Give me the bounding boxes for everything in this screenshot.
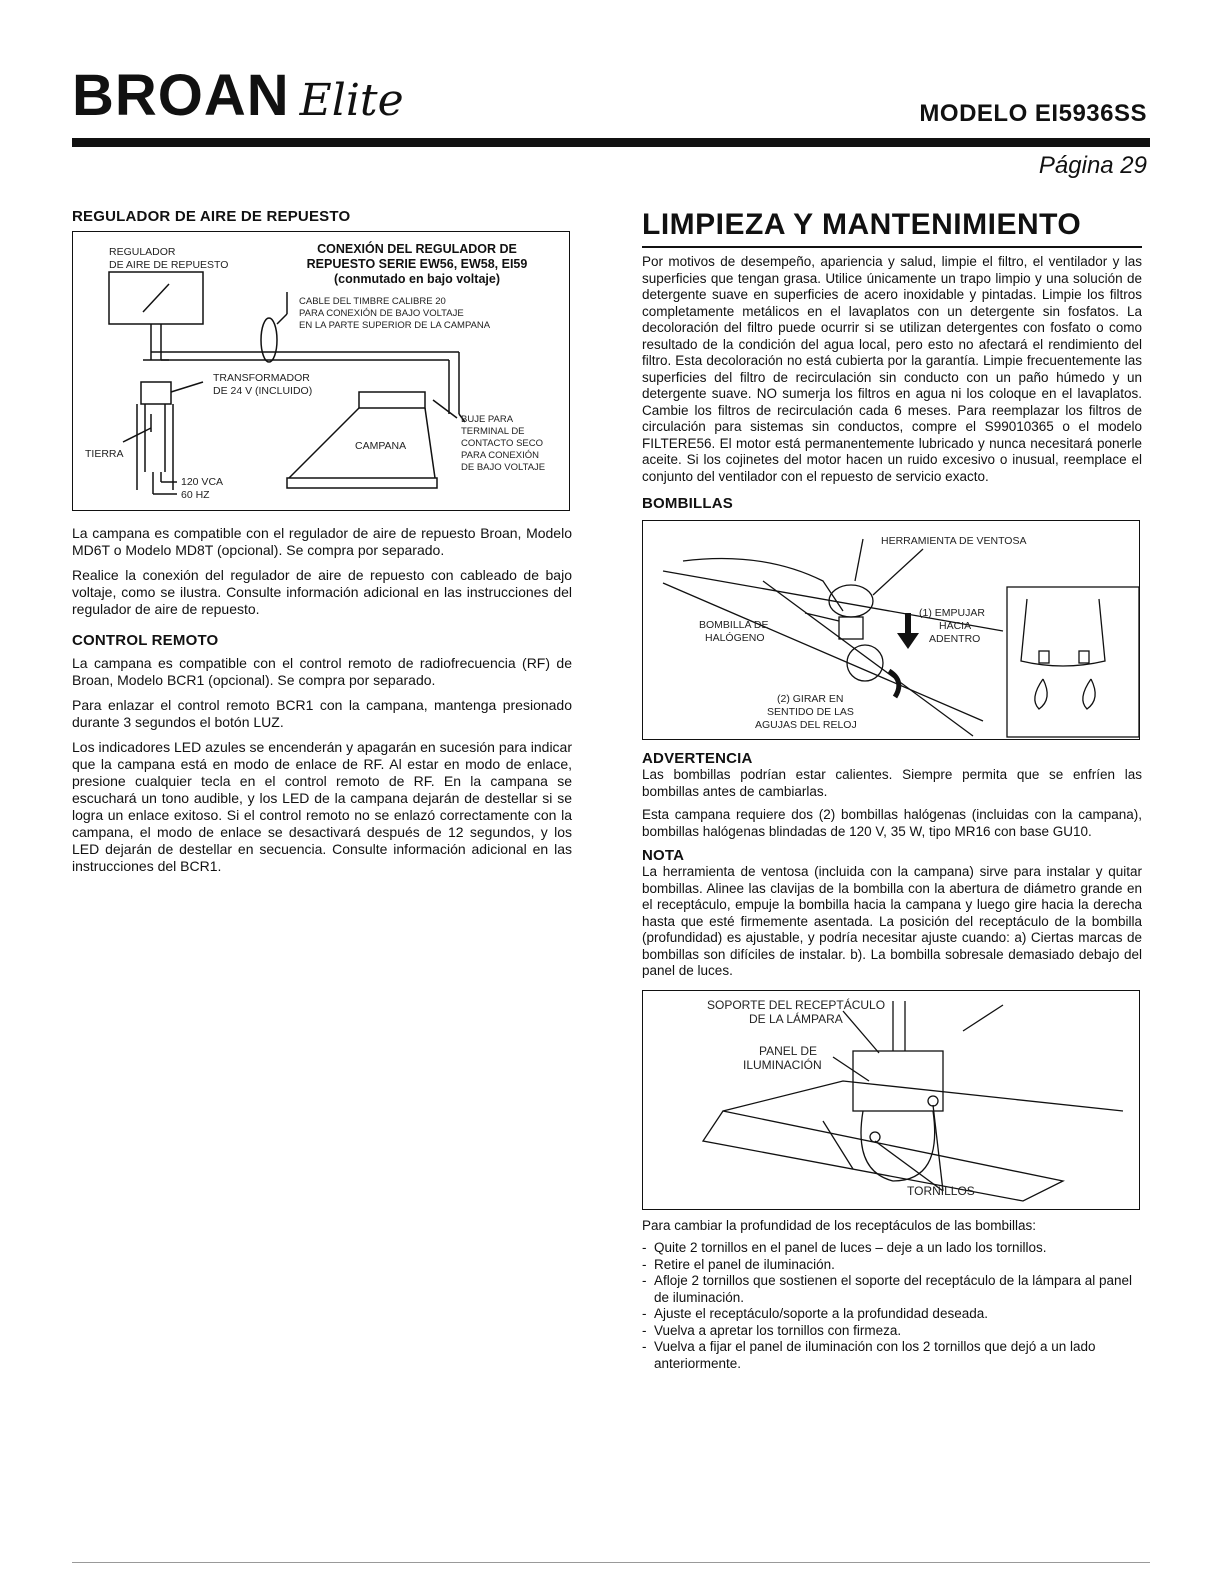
brand-logo xyxy=(72,62,492,132)
bulb-replacement-figure xyxy=(642,520,1140,740)
diagram-title-3: (conmutado en bajo voltaje) xyxy=(334,272,500,286)
support-label-2: DE LA LÁMPARA xyxy=(749,1011,843,1026)
page-number: Página 29 xyxy=(1038,152,1147,179)
brand-script: Elite xyxy=(299,75,404,126)
bulb-spec-paragraph: Esta campana requiere dos (2) bombillas halógenas (incluidas con la campana), bombillas halógenas blindadas de 120 V, 35 W, tipo MR16 con base GU10. xyxy=(642,807,1142,839)
footer-rule xyxy=(72,1562,1150,1563)
bushing-label-5: DE BAJO VOLTAJE xyxy=(461,462,546,473)
bushing-label-2: TERMINAL DE xyxy=(461,426,525,437)
remote-compat-paragraph: La campana es compatible con el control remoto de radiofrecuencia (RF) de Broan, Modelo BCR1 (opcional). Se compra por separado. xyxy=(72,655,572,688)
screws-label: TORNILLOS xyxy=(907,1183,975,1198)
tool-label: HERRAMIENTA DE VENTOSA xyxy=(881,535,1027,547)
cable-label-2: PARA CONEXIÓN DE BAJO VOLTAJE xyxy=(299,308,464,319)
makeup-air-title: REGULADOR DE AIRE DE REPUESTO xyxy=(72,208,351,225)
model-number: MODELO EI5936SS xyxy=(919,100,1147,127)
push-label-1: (1) EMPUJAR xyxy=(919,607,985,619)
push-label-3: ADENTRO xyxy=(929,633,981,645)
cable-label-1: CABLE DEL TIMBRE CALIBRE 20 xyxy=(299,296,446,307)
frequency-label: 60 HZ xyxy=(181,489,210,501)
makeup-air-diagram xyxy=(72,231,570,511)
voltage-label: 120 VCA xyxy=(181,476,224,488)
turn-label-1: (2) GIRAR EN xyxy=(777,693,844,705)
left-column xyxy=(72,208,572,883)
list-item: - Afloje 2 tornillos que sostienen el soporte del receptáculo de la lámpara al panel de iluminación. xyxy=(642,1273,1142,1306)
socket-drawing xyxy=(643,991,1139,1209)
remote-link-paragraph: Para enlazar el control remoto BCR1 con la campana, mantenga presionado durante 3 segundos el botón LUZ. xyxy=(72,697,572,730)
ground-label: TIERRA xyxy=(85,448,124,460)
panel-label-1: PANEL DE xyxy=(759,1043,818,1058)
bushing-label-4: PARA CONEXIÓN xyxy=(461,450,539,461)
bulbs-title: BOMBILLAS xyxy=(642,495,733,512)
connection-paragraph: Realice la conexión del regulador de aire de repuesto con cableado de bajo voltaje, como se ilustra. Consulte información adicional en las instrucciones del regulador de aire de repuesto. xyxy=(72,567,572,617)
warning-text: Las bombillas podrían estar calientes. Siempre permita que se enfríen las bombillas antes de cambiarlas. xyxy=(642,767,1142,799)
turn-label-2: SENTIDO DE LAS xyxy=(767,706,854,718)
support-label-1: SOPORTE DEL RECEPTÁCULO xyxy=(707,997,886,1012)
cleaning-title: LIMPIEZA Y MANTENIMIENTO xyxy=(642,208,1082,241)
turn-label-3: AGUJAS DEL RELOJ xyxy=(755,719,857,731)
bulb-label-2: HALÓGENO xyxy=(705,632,765,644)
list-item: - Vuelva a fijar el panel de iluminación con los 2 tornillos que dejó a un lado anteriormente. xyxy=(642,1339,1142,1372)
steps-intro: Para cambiar la profundidad de los receptáculos de las bombillas: xyxy=(642,1217,1036,1233)
hood-label: CAMPANA xyxy=(355,440,407,452)
compat-paragraph: La campana es compatible con el regulador de aire de repuesto Broan, Modelo MD6T o Modelo MD8T (opcional). Se compra por separado. xyxy=(72,525,572,558)
remote-control-title: CONTROL REMOTO xyxy=(72,632,219,649)
regulator-label-2: DE AIRE DE REPUESTO xyxy=(109,259,229,271)
socket-adjust-figure xyxy=(642,990,1140,1210)
diagram-title-2: REPUESTO SERIE EW56, EW58, EI59 xyxy=(306,257,528,271)
header-rule xyxy=(72,138,1150,147)
brand-name: BROAN xyxy=(72,63,290,128)
title-rule xyxy=(642,246,1142,248)
list-item: - Ajuste el receptáculo/soporte a la profundidad deseada. xyxy=(642,1306,1142,1323)
cleaning-paragraph: Por motivos de desempeño, apariencia y salud, limpie el filtro, el ventilador y las superficies que tengan grasa. Utilice únicamente un trapo limpio y una solución de detergente suave en superficies de acero inoxidable y pintadas. Limpie los filtros completamente metálicos en el lavaplatos con un detergente sin fosfatos. La decoloración del filtro puede ocurrir si se utilizan detergentes con fosfato o como resultado de la condición del agua local, pero esto no afectará el rendimiento del filtro. Esta decoloración no está cubierta por la garantía. Limpie frecuentemente las superficies del filtro de recirculación sin conducto con un paño húmedo y un detergente suave. NO sumerja los filtros en agua ni los coloque en el lavaplatos. Cambie los filtros de recirculación cada 6 meses. Para reemplazar los filtros de circulación para sistemas sin conductos, compre el S99010365 o el modelo FILTERE56. El motor está permanentemente lubricado y nunca necesitará ponerle aceite. Si los cojinetes del motor hacen un ruido excesivo o inusual, reemplace el conjunto del ventilador con el repuesto de servicio exacto. xyxy=(642,254,1142,484)
list-item: - Vuelva a apretar los tornillos con firmeza. xyxy=(642,1323,1142,1340)
transformer-label-2: DE 24 V (INCLUIDO) xyxy=(213,385,313,397)
bushing-label-3: CONTACTO SECO xyxy=(461,438,543,449)
note-title: NOTA xyxy=(642,847,685,864)
note-text: La herramienta de ventosa (incluida con la campana) sirve para instalar y quitar bombillas. Alinee las clavijas de la bombilla con la abertura de diámetro grande en el receptáculo, empuje la bombilla hacia la campana y luego gire hacia la derecha hasta que esté firmemente asentada. La posición del receptáculo de la bombilla (profundidad) es ajustable, y podría necesitar ajuste cuando: a) Ciertas marcas de bombillas son difíciles de instalar. b). La bombilla sobresale demasiado debajo del panel de luces. xyxy=(642,864,1142,978)
bushing-label-1: BUJE PARA xyxy=(461,414,514,425)
transformer-label-1: TRANSFORMADOR xyxy=(213,372,310,384)
led-paragraph: Los indicadores LED azules se encenderán y apagarán en sucesión para indicar que la campana está en modo de enlace de RF. Al estar en modo de enlace, presione cualquier tecla en el control remoto de RF. En la campana se escuchará un tono audible, y los LED de la campana dejarán de destellar si se logra un enlace exitoso. Si el control remoto no se enlazó correctamente con la campana, el modo de enlace se desactivará después de 12 segundos, y los LED dejarán de destellar en secuencia. Consulte información adicional en las instrucciones del BCR1. xyxy=(72,739,572,874)
cable-label-3: EN LA PARTE SUPERIOR DE LA CAMPANA xyxy=(299,320,491,331)
diagram-title-1: CONEXIÓN DEL REGULADOR DE xyxy=(317,242,517,256)
warning-title: ADVERTENCIA xyxy=(642,750,753,767)
list-item: - Retire el panel de iluminación. xyxy=(642,1257,1142,1274)
right-column xyxy=(642,208,1142,1372)
push-label-2: HACIA xyxy=(939,620,972,632)
list-item: - Quite 2 tornillos en el panel de luces – deje a un lado los tornillos. xyxy=(642,1240,1142,1257)
steps-list xyxy=(642,1240,1142,1372)
panel-label-2: ILUMINACIÓN xyxy=(743,1057,822,1072)
bulb-label-1: BOMBILLA DE xyxy=(699,619,769,631)
regulator-label-1: REGULADOR xyxy=(109,246,176,258)
